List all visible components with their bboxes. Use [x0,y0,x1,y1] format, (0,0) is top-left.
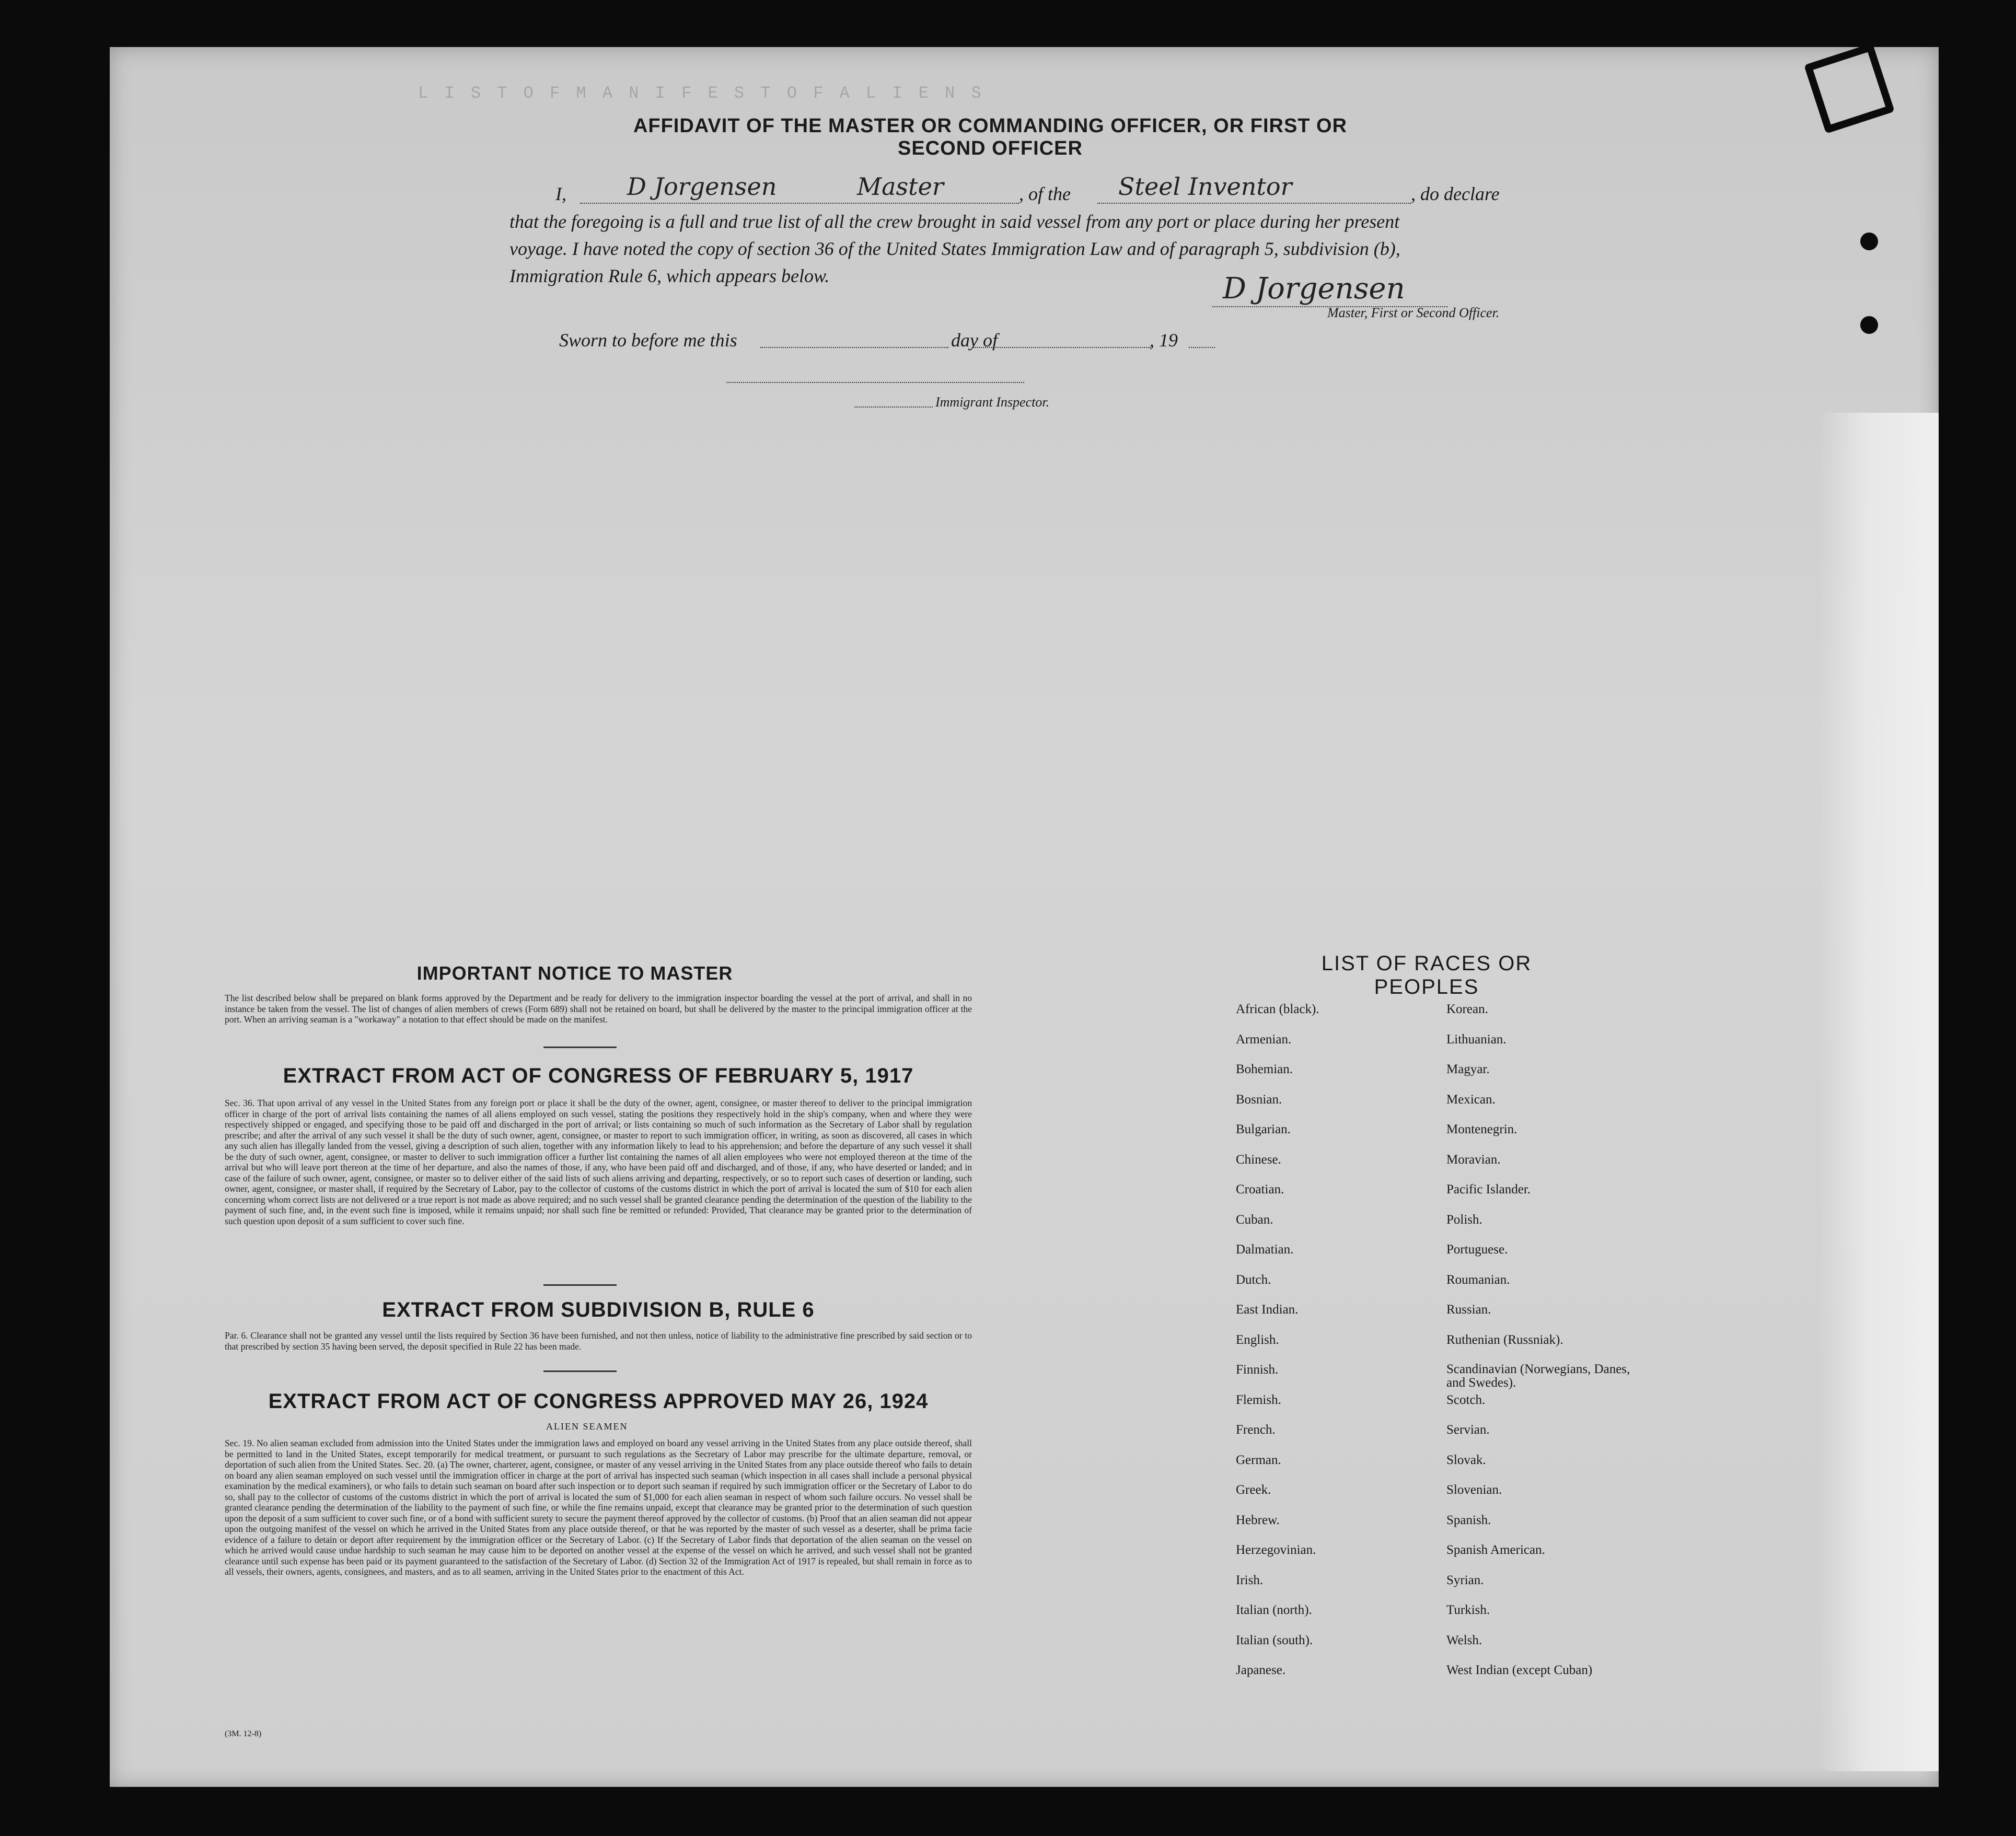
race-item: Chinese. [1236,1152,1281,1167]
inspector-line [854,406,933,408]
race-item: Scandinavian (Norwegians, Danes, and Swedes). [1446,1362,1630,1390]
race-item: Lithuanian. [1446,1032,1507,1047]
race-item: Bulgarian. [1236,1122,1291,1136]
punch-hole [1860,316,1878,334]
affidavit-line-2: that the foregoing is a full and true list of all the crew brought in said vessel from any port or place during her present [509,211,1400,232]
race-item: Armenian. [1236,1032,1292,1047]
race-item: Cuban. [1236,1212,1273,1227]
sworn-day-of: day of [951,330,998,351]
race-item: Welsh. [1446,1633,1482,1647]
act1924-title: EXTRACT FROM ACT OF CONGRESS APPROVED MAY 26, 1924 [268,1390,929,1413]
notice-rule [543,1047,617,1048]
race-item: Italian (south). [1236,1633,1313,1647]
race-item: African (black). [1236,1002,1319,1016]
race-item: Dutch. [1236,1272,1271,1287]
race-item: Russian. [1446,1303,1491,1317]
race-item: Pacific Islander. [1446,1182,1531,1196]
race-item: Slovenian. [1446,1483,1502,1497]
race-item: Ruthenian (Russniak). [1446,1332,1563,1347]
race-item: Spanish. [1446,1513,1491,1527]
race-item: Portuguese. [1446,1242,1508,1257]
race-item: Slovak. [1446,1452,1486,1467]
race-item: English. [1236,1332,1279,1347]
race-item: Servian. [1446,1423,1490,1437]
sworn-year-line [1189,347,1215,348]
affidavit-of-the: , of the [1019,183,1071,204]
race-item: Spanish American. [1446,1543,1545,1557]
bleed-through-text: L I S T O F M A N I F E S T O F A L I E N S [418,84,984,103]
act1917-text: Sec. 36. That upon arrival of any vessel in the United States from any foreign port or place it shall be the duty of the owner, agent, consignee, or master thereof to deliver to the principal immigration officer in charge of the port of arrival lists containing the names of all aliens employed on such vessel, stating the positions they respectively hold in the ship's company, when and where they were respectively shipped or engaged, and specifying those to be paid off and discharged in the port of arrival; or lists containing so much of such information as the Secretary of Labor shall by regulation prescribe; and after the arrival of any such vessel it shall be the duty of such owner, agent, consignee, or master to report to such immigration officer, in writing, as soon as discovered, all cases in which any such alien has illegally landed from the vessel, giving a description of such alien, together with any information likely to lead to his apprehension; and before the departure of any such vessel it shall be the duty of such owner, agent, consignee, or master to deliver to such immigration officer a further list containing the names of all alien employees who were not employed thereon at the time of the arrival but who will leave port thereon at the time of her departure, and also the names of those, if any, who have been paid off and discharged, and of those, if any, who have deserted or landed; and in case of the failure of such owner, agent, consignee, or master so to deliver either of the said lists of such aliens arriving and departing, respectively, or so to report such cases of desertion or landing, such owner, agent, consignee, or master shall, if required by the Secretary of Labor, pay to the collector of customs of the customs district in which the port of arrival is located the sum of $10 for each alien concerning whom correct lists are not delivered or a true report is not made as above required; and no such vessel shall be granted clearance pending the determination of the question of the liability to the payment of such fine, and, in the event such fine is imposed, while it remains unpaid; nor shall such fine be remitted or refunded: Provided, That clearance may be granted prior to the determination of such question upon deposit of a sum sufficient to cover such fine. [225,1098,972,1226]
races-title: LIST OF RACES OR PEOPLES [1321,952,1532,998]
act1917-rule [543,1284,617,1286]
vessel-name-line [1097,203,1411,204]
punch-hole [43,559,61,577]
race-item: Japanese. [1236,1663,1286,1677]
sworn-text: Sworn to before me this [559,330,737,351]
race-item: Roumanian. [1446,1272,1510,1287]
race-item: Polish. [1446,1212,1482,1227]
vessel-name-handwritten: Steel Inventor [1118,172,1292,201]
torn-edge [1818,413,1939,1771]
race-item: German. [1236,1452,1281,1467]
affidavit-line-4: Immigration Rule 6, which appears below. [509,265,830,286]
race-item: Bosnian. [1236,1092,1282,1107]
race-item: French. [1236,1423,1276,1437]
sworn-day-line [760,347,948,348]
race-item: Croatian. [1236,1182,1284,1196]
race-item: Greek. [1236,1483,1271,1497]
race-item: East Indian. [1236,1303,1299,1317]
rule6-title: EXTRACT FROM SUBDIVISION B, RULE 6 [382,1298,815,1321]
race-item: Montenegrin. [1446,1122,1517,1136]
affidavit-line-3: voyage. I have noted the copy of section 36 of the United States Immigration Law and of paragraph 5, subdivision (b), [509,238,1400,259]
race-item: Magyar. [1446,1062,1490,1076]
race-item: Korean. [1446,1002,1488,1016]
act1917-title: EXTRACT FROM ACT OF CONGRESS OF FEBRUARY 5, 1917 [283,1064,914,1087]
notice-text: The list described below shall be prepared on blank forms approved by the Department and be ready for delivery to the immigration inspector boarding the vessel at the port of arrival, and shall in no instance be taken from the vessel. The list of changes of alien members of crews (Form 689) shall not be retained on board, but shall be delivered by the master to the principal immigration officer at the port. When an arriving seaman is a "workaway" a notation to that effect should be made on the manifest. [225,993,972,1025]
race-item: Mexican. [1446,1092,1496,1107]
race-item: Dalmatian. [1236,1242,1294,1257]
race-item: Italian (north). [1236,1603,1312,1617]
signature-caption: Master, First or Second Officer. [1327,305,1500,320]
race-item: Turkish. [1446,1603,1490,1617]
inspector-line-top [726,382,1024,383]
race-item: Bohemian. [1236,1062,1293,1076]
master-name-handwritten: D Jorgensen [627,172,777,201]
notice-title: IMPORTANT NOTICE TO MASTER [416,962,733,984]
race-item: Syrian. [1446,1573,1484,1587]
punch-hole [1860,233,1878,250]
punch-hole [43,935,61,953]
master-signature: D Jorgensen [1223,272,1405,306]
race-item: Finnish. [1236,1363,1279,1377]
affidavit-i: I, [555,183,566,204]
rule6-rule [543,1370,617,1372]
act1924-subtitle: ALIEN SEAMEN [546,1421,628,1432]
race-item: Herzegovinian. [1236,1543,1316,1557]
master-title-handwritten: Master [857,172,944,201]
race-item: Hebrew. [1236,1513,1280,1527]
race-item: Irish. [1236,1573,1264,1587]
affidavit-title: AFFIDAVIT OF THE MASTER OR COMMANDING OFFICER, OR FIRST OR SECOND OFFICER [633,115,1348,159]
race-item: Flemish. [1236,1392,1281,1407]
rule6-text: Par. 6. Clearance shall not be granted any vessel until the lists required by Section 36 have been furnished, and not then unless, notice of liability to the administrative fine prescribed by said section or to that prescribed by section 35 having been served, the deposit specified in Rule 22 has been made. [225,1330,972,1352]
race-item: West Indian (except Cuban) [1446,1663,1593,1677]
affidavit-declare: , do declare [1411,183,1500,204]
master-name-line [580,203,1019,204]
inspector-caption: Immigrant Inspector. [935,394,1050,410]
punch-hole [43,1301,61,1319]
race-item: Scotch. [1446,1392,1486,1407]
sworn-year: , 19 [1150,330,1178,351]
act1924-text: Sec. 19. No alien seaman excluded from admission into the United States under the immigration laws and employed on board any vessel arriving in the United States from any place outside thereof, shall be permitted to land in the United States, except temporarily for medical treatment, or pursuant to such regulations as the Secretary of Labor may prescribe for the ultimate departure, removal, or deportation of such alien from the United States. Sec. 20. (a) The owner, charterer, agent, consignee, or master of any vessel arriving in the United States from any place outside thereof who fails to detain on board any alien seaman employed on such vessel until the immigration officer in charge at the port of arrival has inspected such seaman (which inspection in all cases shall include a personal physical examination by the medical examiners), or who fails to detain such seaman on board after such inspection or to deport such seaman if required by such immigration officer or the Secretary of Labor to do so, shall pay to the collector of customs of the customs district in which the port of arrival is located the sum of $1,000 for each alien seaman in respect of whom such failure occurs. No vessel shall be granted clearance pending the determination of the liability to the payment of such fine, or while the fine remains unpaid, except that clearance may be granted prior to the determination of such question upon the deposit of a sum sufficient to cover such fine, or of a bond with sufficient surety to secure the payment thereof approved by the collector of customs. (b) Proof that an alien seaman did not appear upon the outgoing manifest of the vessel on which he arrived in the United States from any place outside thereof, or that he was reported by the master of such vessel as a deserter, shall be prima facie evidence of a failure to detain or deport after requirement by the immigration officer or the Secretary of Labor. (c) If the Secretary of Labor finds that deportation of the alien seaman on the vessel on which he arrived would cause undue hardship to such seaman he may cause him to be deported on another vessel at the expense of the vessel on which he arrived, and such vessel shall not be granted clearance until such expense has been paid or its payment guaranteed to the satisfaction of the Secretary of Labor. (d) Section 32 of the Immigration Act of 1917 is repealed, but shall remain in force as to all vessels, their owners, agents, consignees, and masters, and as to all seamen, arriving in the United States prior to the enactment of this Act. [225,1438,972,1577]
race-item: Moravian. [1446,1152,1501,1167]
sworn-month-line [973,347,1151,348]
form-number: (3M. 12-8) [225,1729,262,1738]
